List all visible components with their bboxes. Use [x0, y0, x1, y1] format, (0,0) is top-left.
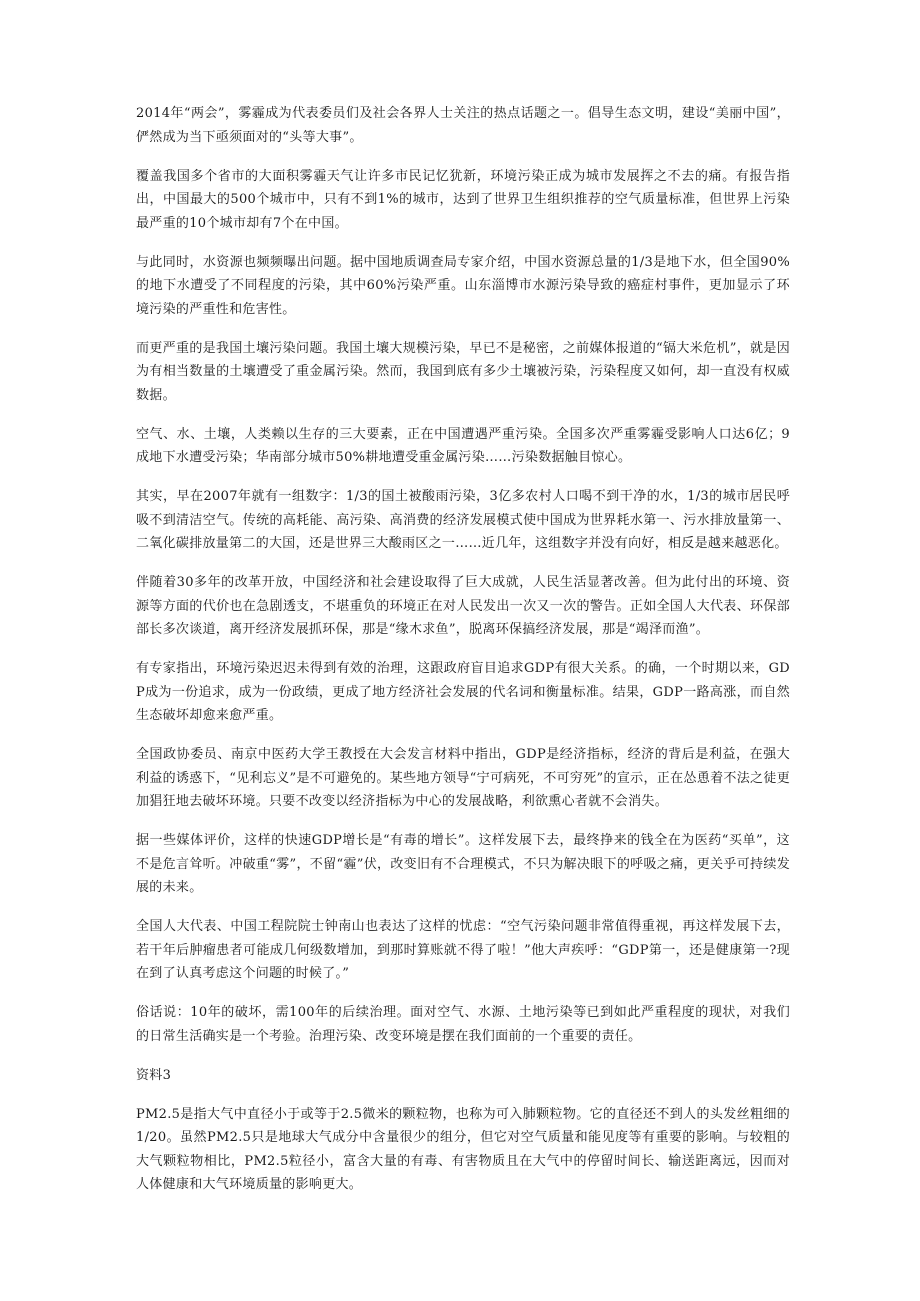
paragraph-5: 空气、水、土壤，人类赖以生存的三大要素，正在中国遭遇严重污染。全国多次严重雾霾受影响人口达6亿；9成地下水遭受污染；华南部分城市50%耕地遭受重金属污染……污染数据触目惊心。: [136, 426, 790, 465]
paragraph-10: 据一些媒体评价，这样的快速GDP增长是“有毒的增长”。这样发展下去，最终挣来的钱全在为医药“买单”，这不是危言耸听。冲破重“雾”，不留“霾”伏，改变旧有不合理模式，不只为解决眼下的呼吸之痛，更关乎可持续发展的未来。: [136, 833, 790, 895]
paragraph-11: 全国人大代表、中国工程院院士钟南山也表达了这样的忧虑：“空气污染问题非常值得重视，再这样发展下去，若干年后肿瘤患者可能成几何级数增加，到那时算账就不得了啦！”他大声疾呼：“GDP第一，还是健康第一?现在到了认真考虑这个问题的时候了。”: [136, 919, 790, 981]
document-body: [136, 102, 790, 1212]
section-heading: 资料3: [136, 1067, 172, 1083]
paragraph-9: 全国政协委员、南京中医药大学王教授在大会发言材料中指出，GDP是经济指标，经济的背后是利益，在强大利益的诱惑下，“见利忘义”是不可避免的。某些地方领导“宁可病死，不可穷死”的宣示，正在怂恿着不法之徒更加猖狂地去破坏环境。只要不改变以经济指标为中心的发展战略，利欲熏心者就不会消失。: [136, 747, 790, 809]
paragraph-2: 覆盖我国多个省市的大面积雾霾天气让许多市民记忆犹新，环境污染正成为城市发展挥之不去的痛。有报告指出，中国最大的500个城市中，只有不到1%的城市，达到了世界卫生组织推荐的空气质量标准，但世界上污染最严重的10个城市却有7个在中国。: [136, 168, 790, 231]
paragraph-1: 2014年“两会”，雾霾成为代表委员们及社会各界人士关注的热点话题之一。倡导生态文明，建设“美丽中国”，俨然成为当下亟须面对的“头等大事”。: [136, 106, 790, 145]
paragraph-7: 伴随着30多年的改革开放，中国经济和社会建设取得了巨大成就，人民生活显著改善。但为此付出的环境、资源等方面的代价也在急剧透支，不堪重负的环境正在对人民发出一次又一次的警告。正如全国人大代表、环保部部长多次谈道，离开经济发展抓环保，那是“缘木求鱼”，脱离环保搞经济发展，那是“竭泽而渔”。: [136, 575, 790, 637]
paragraph-12: 俗话说：10年的破坏，需100年的后续治理。面对空气、水源、土地污染等已到如此严重程度的现状，对我们的日常生活确实是一个考验。治理污染、改变环境是摆在我们面前的一个重要的责任。: [136, 1005, 790, 1044]
paragraph-4: 而更严重的是我国土壤污染问题。我国土壤大规模污染，早已不是秘密，之前媒体报道的“镉大米危机”，就是因为有相当数量的土壤遭受了重金属污染。然而，我国到底有多少土壤被污染，污染程度又如何，却一直没有权威数据。: [136, 340, 790, 403]
paragraph-6: 其实，早在2007年就有一组数字：1/3的国土被酸雨污染，3亿多农村人口喝不到干净的水，1/3的城市居民呼吸不到清洁空气。传统的高耗能、高污染、高消费的经济发展模式使中国成为世界耗水第一、污水排放量第一、二氧化碳排放量第二的大国，还是世界三大酸雨区之一……近几年，这组数字并没有向好，相反是越来越恶化。: [136, 489, 790, 551]
paragraph-8: 有专家指出，环境污染迟迟未得到有效的治理，这跟政府盲目追求GDP有很大关系。的确，一个时期以来，GDP成为一份追求，成为一份政绩，更成了地方经济社会发展的代名词和衡量标准。结果，GDP一路高涨，而自然生态破坏却愈来愈严重。: [136, 661, 790, 723]
section-paragraph-1: PM2.5是指大气中直径小于或等于2.5微米的颗粒物，也称为可入肺颗粒物。它的直径还不到人的头发丝粗细的1/20。虽然PM2.5只是地球大气成分中含量很少的组分，但它对空气质量和能见度等有重要的影响。与较粗的大气颗粒物相比，PM2.5粒径小，富含大量的有毒、有害物质且在大气中的停留时间长、输送距离远，因而对人体健康和大气环境质量的影响更大。: [136, 1106, 790, 1192]
paragraph-3: 与此同时，水资源也频频曝出问题。据中国地质调查局专家介绍，中国水资源总量的1/3是地下水，但全国90%的地下水遭受了不同程度的污染，其中60%污染严重。山东淄博市水源污染导致的癌症村事件，更加显示了环境污染的严重性和危害性。: [136, 254, 790, 317]
